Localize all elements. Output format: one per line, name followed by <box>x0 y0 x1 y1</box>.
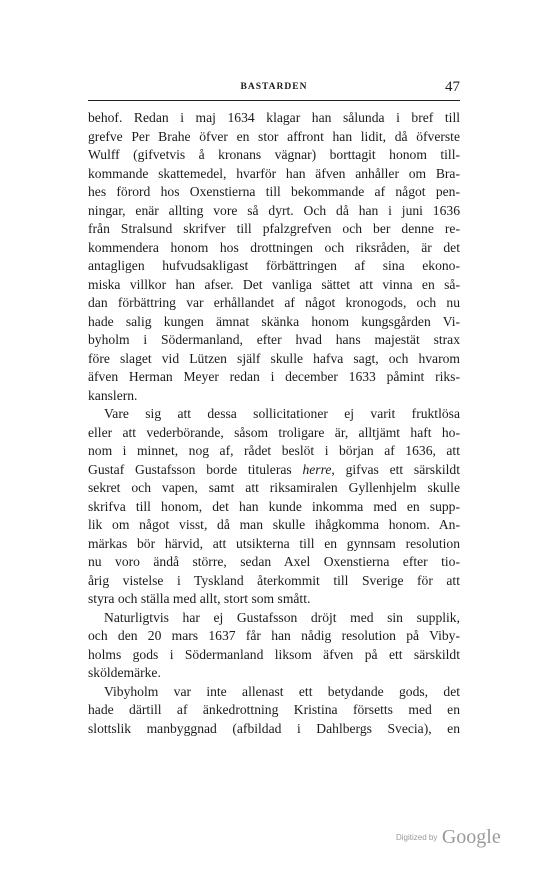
text-line: kommendera honom hos drottningen och riksråden, är det <box>88 239 460 255</box>
text-line: styra och ställa med allt, stort som smått. <box>88 591 311 606</box>
text-line: eller att vederbörande, såsom troligare är, alltjämt haft ho- <box>88 424 460 440</box>
text-line: Vibyholm var inte allenast ett betydande gods, det <box>104 683 460 699</box>
text-line: äfven Herman Meyer redan i december 1633 påmint riks- <box>88 369 460 384</box>
digitized-by-text: Digitized by <box>396 833 438 842</box>
text-line: sköldemärke. <box>88 665 161 680</box>
text-line: hade salig kungen ämnat skänka honom kungsgården Vi- <box>88 313 460 329</box>
text-line: holms gods i Södermanland liksom äfven på ett särskildt <box>88 646 460 662</box>
text-line: hes förord hos Oxenstierna till bekommande af något pen- <box>88 184 460 199</box>
running-title: BASTARDEN <box>240 82 308 92</box>
text-line: Vare sig att dessa sollicitationer ej varit fruktlösa <box>104 406 460 421</box>
text-line: och den 20 mars 1637 får han nådig resolution på Viby- <box>88 628 460 643</box>
running-header <box>88 79 460 100</box>
text-line: dan förbättring var erhållandet af något kronogods, och nu <box>88 295 460 310</box>
text-line: sekret och vapen, samt att riksamiralen Gyllenhjelm skulle <box>88 480 460 495</box>
text-line: slottslik manbyggnad (afbildad i Dahlbergs Svecia), en <box>88 720 460 736</box>
text-line: lik om något visst, då man skulle ihågkomma honom. An- <box>88 517 460 532</box>
text-line: grefve Per Brahe öfver en stor affront han lidit, då öfverste <box>88 128 460 144</box>
text-line: årig vistelse i Tyskland återkommit till Sverige för att <box>88 572 460 588</box>
page-number: 47 <box>445 79 460 95</box>
digitized-watermark <box>396 826 501 849</box>
text-line: Wulff (gifvetvis å kronans vägnar) borttagit honom till- <box>88 147 460 162</box>
text-line: kommande skattemedel, hvarför han äfven anhåller om Bra- <box>88 165 460 181</box>
page-body <box>88 109 460 738</box>
text-line: Naturligtvis har ej Gustafsson dröjt med sin supplik, <box>104 609 460 625</box>
text-line: före slaget vid Lützen själf skulle hafva sagt, och hvarom <box>88 350 460 366</box>
google-logo: Google <box>441 826 501 848</box>
text-line: kanslern. <box>88 387 138 403</box>
text-line: nom i minnet, nog af, rådet beslöt i början af 1636, att <box>88 443 460 458</box>
text-line: behof. Redan i maj 1634 klagar han sålunda i bref till <box>88 110 460 125</box>
text-line: från Stralsund skrifver till pfalzgrefven och ber denne re- <box>88 221 460 236</box>
text-line: hade därtill af änkedrottning Kristina försetts med en <box>88 702 460 717</box>
text-line: antagligen hufvudsakligast förbättringen af sina ekono- <box>88 258 460 273</box>
text-line: Gustaf Gustafsson borde tituleras herre, gifvas ett särskildt <box>88 461 460 477</box>
text-line: miska villkor han afser. Det vanliga sättet att vinna en så- <box>88 276 460 292</box>
text-line: nu voro ändå större, sedan Axel Oxenstierna efter tio- <box>88 554 460 569</box>
text-line: märkas bör härvid, att utsikterna till en gynnsam resolution <box>88 535 460 551</box>
text-line: ningar, enär allting vore så dyrt. Och då han i juni 1636 <box>88 202 460 218</box>
header-rule <box>88 100 460 101</box>
text-line: byholm i Södermanland, efter hvad hans majestät strax <box>88 332 460 347</box>
text-line: skrifva till honom, det han kunde inkomma med en supp- <box>88 498 460 514</box>
